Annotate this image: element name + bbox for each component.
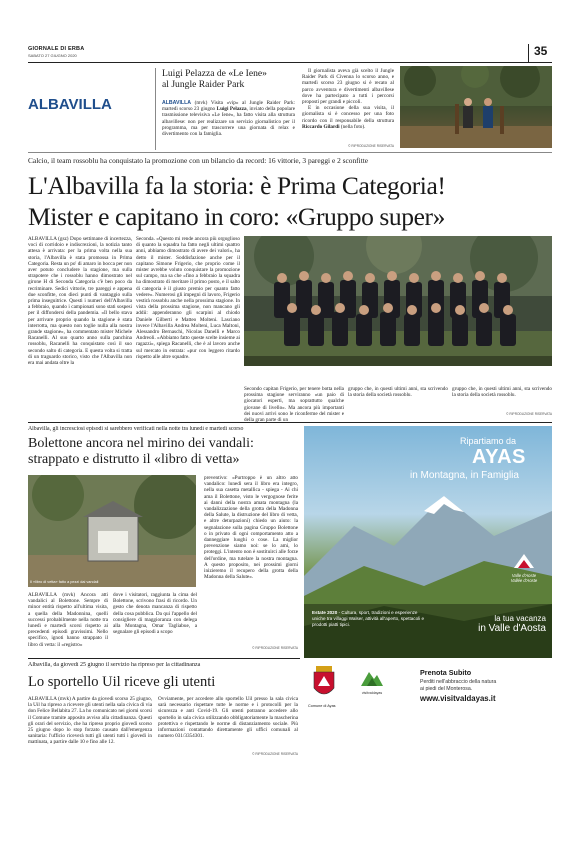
- top-story-lead: (mvk): [194, 100, 208, 106]
- main-col5-text: gruppo che, in questi ultimi anni, sta scrivendo la storia della società rossoblu.: [452, 386, 552, 399]
- main-col3: [244, 386, 344, 423]
- header-rule-short: [528, 44, 529, 62]
- main-col4-text: gruppo che, in questi ultimi anni, sta scrivendo la storia della società rossoblu.: [348, 386, 448, 399]
- top-story-p1a: Visita «vip» al Jungle Raider Park: martedì scorso 23 giugno: [162, 100, 296, 113]
- top-story-tag: ALBAVILLA: [162, 100, 192, 106]
- paper-name: GIORNALE DI ERBA: [28, 46, 85, 52]
- main-col4: [348, 386, 448, 398]
- top-story-col1: [162, 100, 295, 137]
- vandal-headline-line2: strappato e distrutto il «libro di vetta»: [28, 452, 240, 467]
- visit-logo: [352, 668, 392, 702]
- uil-col1-text: ALBAVILLA (mvk) A partire da giovedì scorso 25 giugno, la Uil ha ripreso a ricevere gli utenti nella sala civica di via don Felice Bellabita 27. La ho comunicato nei giorni scorsi il Comune tramite apposito avviso alla cittadinanza. Questi gli orari del servizio, che ha ripreso proprio giovedì scorso 25 giugno dopo lo stop forzato causato dall'emergenza sanitaria: l'ufficio riceverà tutti gli utenti tutti i giovedì in mattinata, a partire dalle 10 e fino alle 12.: [28, 696, 152, 746]
- ayas-ad: [304, 426, 552, 658]
- vandal-col3: [204, 475, 298, 643]
- vandal-col3-text: preventivo: «Purtroppo è un altro atto vandalico: lunedì sera il libro era integro, nella sua casetta metallica - spiega - Ai chi ama il Bolettone, visto le vergognose ferite ai danni della nostra amata montagna (la vandalizzazione della grotta della Madonna della Salute, la distruzione del libro di vetta, e altre deturpazioni) chiedo un aiuto: la segnalazione sulla pagina Gruppo Bolettone o in privato di ogni comportamento atto a danneggiare luoghi o cose. La miglior prevenzione siamo noi: se lo ami, lo proteggi. L'intento non è sostituirci alle forze dell'ordine, ma tutelare la nostra montagna. A questo proposito, nei prossimi giorni inizieremo il recupero della grotta della Madonna della Salute».: [204, 475, 298, 581]
- ad-summer-title: Estate 2020: [312, 610, 338, 615]
- top-photo: [400, 66, 552, 148]
- top-story-bottom-rule: [28, 152, 552, 153]
- vandal-photo-caption: Il «libro di vetta» fatto a pezzi dai vandali: [30, 580, 99, 584]
- vandal-copyright: © RIPRODUZIONE RISERVATA: [252, 646, 298, 650]
- top-copyright: © RIPRODUZIONE RISERVATA: [348, 144, 394, 148]
- vandal-col2-text: dove i visitatori, raggiunta la cima del Bolettone, scrivono frasi di ricordo. Un gesto che denota mancanza di rispetto della cosa pubblica. Da qui l'appello del consigliere di maggioranza con delega alla Montagna, Omar Tagliabue, a segnalare gli episodi a scopo: [113, 592, 197, 636]
- vandal-headline-line1: Bolettone ancora nel mirino dei vandali:: [28, 436, 254, 451]
- book-title: Prenota Subito: [420, 668, 472, 677]
- vandal-photo-art: [28, 475, 196, 587]
- uil-kicker: Albavilla, da giovedì 25 giugno il servizio ha ripreso per la cittadinanza: [28, 662, 201, 668]
- ad-tagline: [450, 614, 546, 634]
- vandal-kicker: Albavilla, gli incresciosi episodi si sarebbero verificati nella notte tra lunedì e martedì scorso: [28, 426, 244, 432]
- main-headline-line1: L'Albavilla fa la storia: è Prima Categoria!: [28, 171, 446, 200]
- main-headline-line2: Mister e capitano in coro: «Gruppo super»: [28, 202, 445, 231]
- ad-tagline-line1: la tua vacanza: [494, 614, 546, 623]
- top-divider: [155, 68, 156, 150]
- uil-headline: Lo sportello Uil riceve gli utenti: [28, 674, 216, 690]
- vandal-col1: [28, 592, 108, 652]
- top-photo-art: [400, 66, 552, 148]
- top-story-p3: E in occasione della sua visita, il giornalista si è concesso per una foto ricordo con il responsabile della struttura Riccardo Gilardi (nella foto).: [302, 105, 394, 130]
- team-photo-caption: As Albavilla ha conquistato la Prima Categoria: [248, 377, 334, 382]
- team-photo-art: [244, 236, 552, 366]
- top-title-line1: Luigi Pelazza de «Le Iene»: [162, 68, 267, 79]
- team-photo: [244, 236, 552, 366]
- top-story-person: Luigi Pelazza: [216, 106, 247, 113]
- uil-col1: [28, 696, 152, 758]
- top-story-title: [162, 68, 302, 90]
- ad-url[interactable]: www.visitvaldayas.it: [420, 694, 496, 703]
- ad-tagline-line2: in Valle d'Aosta: [478, 623, 546, 634]
- top-title-line2: al Jungle Raider Park: [162, 79, 245, 90]
- vandal-headline: [28, 436, 318, 468]
- ad-lower: [304, 660, 552, 728]
- vandal-photo: [28, 475, 196, 587]
- main-col3-text: Secondo capitan Frigerio, per tenere botta nella prossima stagione serviranno «un paio di giocatori esperti, ma soprattutto qualche giovane di livello». Ma ancora più importanti dei nuovi arrivi sono le riconferme del mister e della gran parte di un: [244, 386, 344, 424]
- vandal-col1-text: ALBAVILLA (mvk) Ancora atti vandalici al Bolettone. Sempre di minor entità rispetto all'ultima visita, a quella della Madonnina, quelli successi probabilmente nella notte tra lunedì e martedì scorsi rispetto ai precedenti episodi gravissimi. Nello specifico, ignoti hanno strappato il libro di vetta: il «registro»: [28, 592, 108, 648]
- visit-logo-icon: [361, 668, 383, 686]
- top-story-col2: [302, 68, 394, 130]
- issue-date: SABATO 27 GIUGNO 2020: [28, 53, 77, 58]
- top-story-p2: Il giornalista aveva già scelto il Jungle Raider Park di Civenna lo scorso anno, e martedì scorso 23 giugno si è recato al parco avventura e divertimenti albavillese dove ha partecipato a tutti i percorsi proposti per grandi e piccoli.: [302, 68, 394, 106]
- crest-icon: [312, 666, 336, 700]
- vda-badge-icon: [514, 554, 534, 568]
- vda-badge-line1: Valle d'Aoste: [511, 573, 537, 578]
- header-rule: [28, 62, 552, 63]
- main-col1: [28, 236, 132, 382]
- ad-summer-body: - Cultura, sport, tradizioni e esperienze uniche tra villaggi Walser, attività all'aperto, spettacoli e prodotti piatti tipici.: [312, 610, 425, 627]
- main-bottom-rule: [28, 422, 552, 423]
- vandal-bottom-rule: [28, 658, 300, 659]
- uil-col2-text: Ovviamente, per accedere allo sportello Uil presso la sala civica sarà necessario rispettare tutte le norme e i protocolli per la sicurezza e anti Covid-19. Gli utenti potranno accedere allo sportello in sala civica utilizzando obbligatoriamente la mascherina protettiva e rispettando le norme di distanziamento sociale. Più informazioni contattando direttamente gli uffici comunali al numero 031/3354301.: [158, 696, 298, 740]
- comune-label: Comune di Ayas: [308, 704, 336, 708]
- ad-title-big: AYAS: [472, 446, 526, 468]
- visit-label: visitvaldayas: [361, 691, 383, 695]
- top-story-p1b: , inviato della popolare trasmissione televisiva «Le Iene», ha fatto visita alla struttura albavillese: non per realizzare un servizio giornalistico per il programma, ma per trascorrere una giornata di relax e divertimento con la famiglia.: [162, 106, 296, 138]
- main-copyright: © RIPRODUZIONE RISERVATA: [506, 412, 552, 416]
- ad-subtitle: in Montagna, in Famiglia: [410, 470, 519, 481]
- main-col2-text: Seconda. «Questo mi rende ancora più orgoglioso di quanto la squadra ha fatto negli ultimi quattro anni, abbiamo dimostrato di avere dei valori», ha detto il mister. Soddisfazione anche per il capitano Simone Frigerio, che proprio come il mister avrebbe voluto conquistare la promozione sul campo, ma sa che «fino a febbraio la squadra ha dimostrato di meritare il primo posto, e il salto di categoria è il giusto premio per quanto fatto vedere». Numerosi gli impegni di lavoro, Frigerio vestirà rossoblu anche nella prossima stagione. In vista della prossima stagione, non mancano gli addii: appenderanno gli scarpini al chiodo Daniele Gilberti e Matteo Molteni. Lasciano invece l'Albavilla Andrea Molteni, Luca Maltoni, Alessandro Bernaschi, Nicolas Danelli e Marco Andreoli. «Abbiamo fatto queste scelte insieme ai ragazzi», spiega Racanelli, che è al lavoro anche sul mercato in entrata: «pur con leggero ritardo rispetto alle altre squadre.: [136, 236, 240, 360]
- book-line1: Perditi nell'abbraccio della natura: [420, 679, 497, 685]
- section-tag: ALBAVILLA: [28, 96, 112, 113]
- vandal-col2: [113, 592, 197, 652]
- main-col5: [452, 386, 552, 398]
- main-headline: [28, 170, 552, 232]
- uil-col2: [158, 696, 298, 750]
- main-col1-text: ALBAVILLA (gsz) Dopo settimane di incertezza, voci di corridoio e indiscrezioni, la notizia tanto attesa è arrivata: per la prima volta nella sua storia, l'Albavilla è stata promossa in Prima Categoria. Resta un po' di amaro in bocca per non aver potuto concludere la stagione, ma sulla strapotere che i rossoblu hanno dimostrato nel girone H di Seconda Categoria c'è ben poco da recriminare. Sedici vittorie, tre pareggi e appena due sconfitte, con dieci punti di vantaggio sulla prima inseguitrice. Questi i numeri dell'Albavilla a febbraio, quando i campionati sono stati sospesi per il diffondersi della pandemia. «Il bello stava per arrivare proprio quando la stagione è stata interrotta, ma questo non toglie nulla alla nostra grande stagione», ha commentato mister Michele Racanelli. Al suo quarto anno sulla panchina rossoblu, Racanelli ha conquistato così il suo secondo salto di categoria. E questa volta si tratta di un traguardo storico, visto che l'Albavilla non era mai andata oltre la: [28, 236, 132, 367]
- page-number: 35: [534, 44, 548, 58]
- comune-crest: [312, 666, 336, 700]
- ad-summer-text: [312, 610, 430, 627]
- ad-title-small: Ripartiamo da: [460, 436, 517, 446]
- main-kicker: Calcio, il team rossoblu ha conquistato la promozione con un bilancio da record: 16 vittorie, 3 pareggi e 2 sconfitte: [28, 156, 369, 165]
- vda-badge-line2: Vallée d'Aoste: [510, 578, 538, 583]
- main-col2: [136, 236, 240, 382]
- book-line2: ai piedi del Monterosa.: [420, 686, 473, 692]
- uil-copyright: © RIPRODUZIONE RISERVATA: [252, 752, 298, 756]
- vda-badge: [504, 554, 544, 584]
